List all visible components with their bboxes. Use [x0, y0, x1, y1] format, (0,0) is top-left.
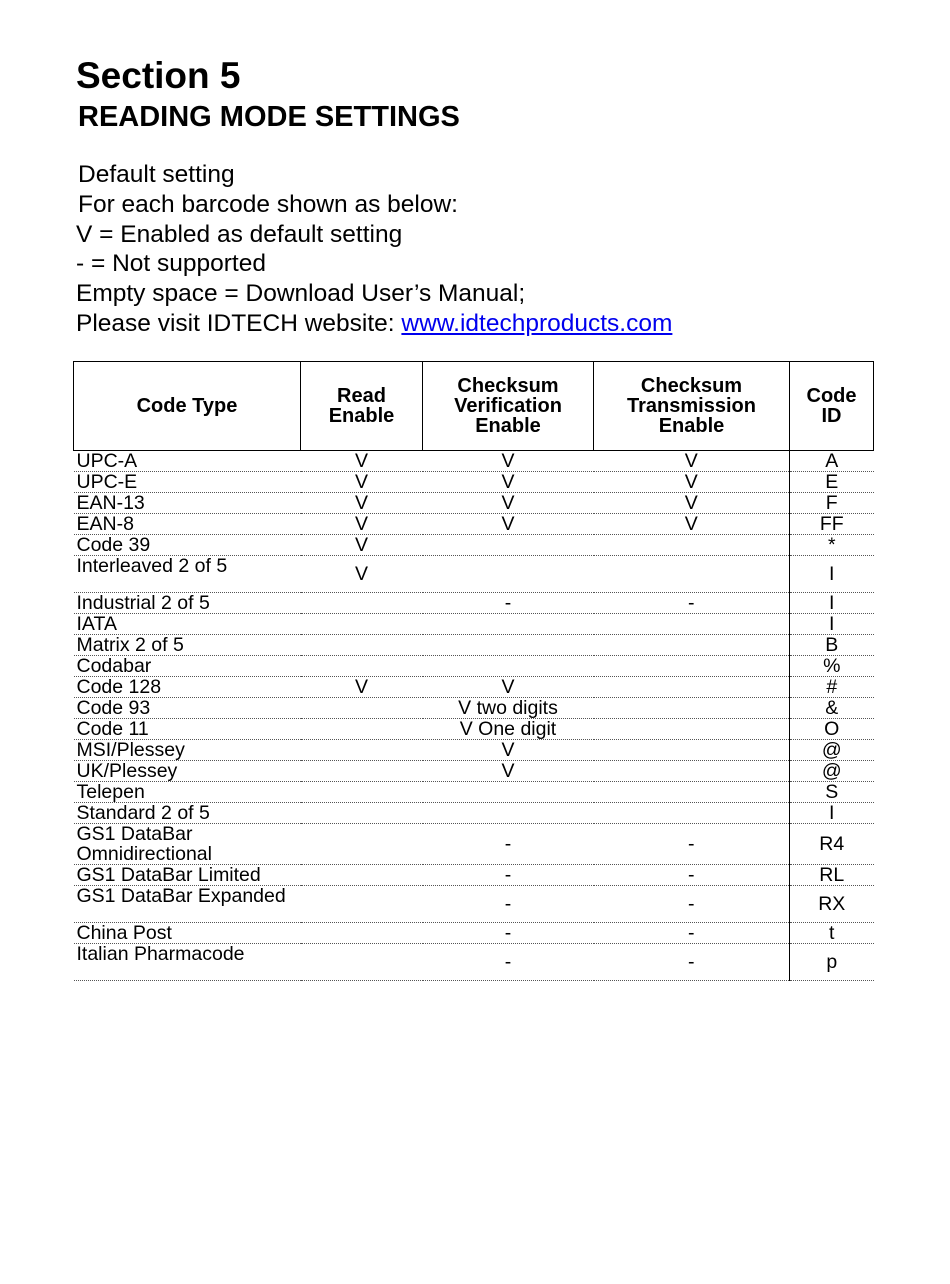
code-type-cell: Interleaved 2 of 5: [74, 556, 301, 593]
code-type-cell: UPC-A: [74, 451, 301, 472]
checksum-transmission-cell: [594, 803, 790, 824]
code-type-cell: GS1 DataBar Omnidirectional: [74, 824, 301, 865]
code-id-cell: RL: [790, 865, 874, 886]
code-type-cell: Code 128: [74, 677, 301, 698]
checksum-verification-cell: V: [423, 514, 594, 535]
table-row: [74, 556, 874, 593]
read-enable-cell: [301, 803, 423, 824]
checksum-verification-cell: -: [423, 886, 594, 923]
code-id-cell: O: [790, 719, 874, 740]
code-id-cell: I: [790, 556, 874, 593]
code-type-cell: EAN-13: [74, 493, 301, 514]
checksum-verification-cell: V: [423, 493, 594, 514]
code-type-cell: UK/Plessey: [74, 761, 301, 782]
checksum-transmission-cell: -: [594, 824, 790, 865]
code-id-cell: F: [790, 493, 874, 514]
table-row: [74, 493, 874, 514]
page-title: READING MODE SETTINGS: [78, 101, 460, 133]
read-enable-cell: [301, 886, 423, 923]
header-code-type: Code Type: [74, 362, 301, 451]
read-enable-cell: V: [301, 535, 423, 556]
code-type-cell: Telepen: [74, 782, 301, 803]
read-enable-cell: [301, 824, 423, 865]
code-type-cell: EAN-8: [74, 514, 301, 535]
table-row: [74, 803, 874, 824]
intro-text: [76, 160, 672, 339]
code-id-cell: S: [790, 782, 874, 803]
read-enable-cell: V: [301, 472, 423, 493]
code-type-cell: MSI/Plessey: [74, 740, 301, 761]
checksum-verification-cell: -: [423, 593, 594, 614]
table-row: [74, 451, 874, 472]
read-enable-cell: [301, 593, 423, 614]
table-row: [74, 614, 874, 635]
header-checksum-verification: Checksum Verification Enable: [423, 362, 594, 451]
read-enable-cell: V: [301, 677, 423, 698]
table-row: [74, 698, 874, 719]
checksum-transmission-cell: [594, 698, 790, 719]
code-id-cell: E: [790, 472, 874, 493]
table-row: [74, 761, 874, 782]
code-type-cell: Matrix 2 of 5: [74, 635, 301, 656]
code-id-cell: #: [790, 677, 874, 698]
checksum-transmission-cell: -: [594, 593, 790, 614]
checksum-transmission-cell: V: [594, 514, 790, 535]
checksum-verification-cell: -: [423, 865, 594, 886]
code-type-cell: GS1 DataBar Limited: [74, 865, 301, 886]
read-enable-cell: V: [301, 514, 423, 535]
checksum-transmission-cell: [594, 761, 790, 782]
code-type-cell: Standard 2 of 5: [74, 803, 301, 824]
checksum-transmission-cell: -: [594, 865, 790, 886]
table-row: [74, 923, 874, 944]
code-id-cell: I: [790, 614, 874, 635]
code-type-cell: Code 93: [74, 698, 301, 719]
header-read-enable: Read Enable: [301, 362, 423, 451]
checksum-transmission-cell: [594, 656, 790, 677]
table-row: [74, 677, 874, 698]
checksum-verification-cell: -: [423, 944, 594, 981]
read-enable-cell: V: [301, 451, 423, 472]
intro-line-description: For each barcode shown as below:: [78, 190, 458, 218]
code-type-cell: Code 11: [74, 719, 301, 740]
read-enable-cell: [301, 782, 423, 803]
read-enable-cell: [301, 761, 423, 782]
code-id-cell: B: [790, 635, 874, 656]
code-type-cell: China Post: [74, 923, 301, 944]
checksum-transmission-cell: [594, 614, 790, 635]
table-row: [74, 944, 874, 981]
table-row: [74, 635, 874, 656]
checksum-transmission-cell: V: [594, 472, 790, 493]
checksum-verification-cell: V: [423, 451, 594, 472]
read-enable-cell: [301, 740, 423, 761]
table-row: [74, 535, 874, 556]
read-enable-cell: [301, 656, 423, 677]
read-enable-cell: [301, 635, 423, 656]
read-enable-cell: [301, 614, 423, 635]
checksum-transmission-cell: [594, 740, 790, 761]
code-type-cell: Italian Pharmacode: [74, 944, 301, 981]
code-type-table: [73, 361, 874, 981]
table-row: [74, 472, 874, 493]
checksum-transmission-cell: -: [594, 944, 790, 981]
checksum-verification-cell: [423, 803, 594, 824]
checksum-verification-cell: V two digits: [423, 698, 594, 719]
checksum-transmission-cell: V: [594, 493, 790, 514]
code-id-cell: RX: [790, 886, 874, 923]
table-row: [74, 824, 874, 865]
header-checksum-transmission: Checksum Transmission Enable: [594, 362, 790, 451]
checksum-transmission-cell: [594, 677, 790, 698]
checksum-verification-cell: [423, 635, 594, 656]
read-enable-cell: [301, 944, 423, 981]
website-line: [76, 309, 672, 339]
read-enable-cell: V: [301, 556, 423, 593]
header-code-id: Code ID: [790, 362, 874, 451]
checksum-verification-cell: V: [423, 761, 594, 782]
checksum-verification-cell: V: [423, 677, 594, 698]
read-enable-cell: [301, 698, 423, 719]
checksum-transmission-cell: [594, 719, 790, 740]
read-enable-cell: [301, 865, 423, 886]
table-row: [74, 865, 874, 886]
checksum-verification-cell: [423, 614, 594, 635]
checksum-transmission-cell: [594, 535, 790, 556]
code-type-cell: GS1 DataBar Expanded: [74, 886, 301, 923]
checksum-verification-cell: V One digit: [423, 719, 594, 740]
code-id-cell: p: [790, 944, 874, 981]
code-id-cell: R4: [790, 824, 874, 865]
code-id-cell: I: [790, 803, 874, 824]
code-type-cell: Code 39: [74, 535, 301, 556]
checksum-verification-cell: -: [423, 923, 594, 944]
code-id-cell: t: [790, 923, 874, 944]
code-id-cell: FF: [790, 514, 874, 535]
read-enable-cell: V: [301, 493, 423, 514]
table-row: [74, 782, 874, 803]
checksum-transmission-cell: V: [594, 451, 790, 472]
table-row: [74, 719, 874, 740]
code-type-cell: IATA: [74, 614, 301, 635]
code-id-cell: @: [790, 761, 874, 782]
read-enable-cell: [301, 719, 423, 740]
website-link[interactable]: www.idtechproducts.com: [401, 309, 673, 337]
checksum-verification-cell: [423, 535, 594, 556]
table-row: [74, 593, 874, 614]
table-row: [74, 656, 874, 677]
section-number: Section 5: [76, 55, 241, 96]
code-id-cell: @: [790, 740, 874, 761]
code-id-cell: I: [790, 593, 874, 614]
read-enable-cell: [301, 923, 423, 944]
checksum-verification-cell: V: [423, 740, 594, 761]
code-type-cell: UPC-E: [74, 472, 301, 493]
code-id-cell: *: [790, 535, 874, 556]
legend-not-supported: - = Not supported: [76, 250, 266, 278]
intro-line-default: Default setting: [78, 161, 235, 188]
table-row: [74, 514, 874, 535]
checksum-verification-cell: -: [423, 824, 594, 865]
checksum-verification-cell: V: [423, 472, 594, 493]
checksum-verification-cell: [423, 556, 594, 593]
legend-empty-space: Empty space = Download User’s Manual;: [76, 280, 526, 308]
checksum-transmission-cell: [594, 635, 790, 656]
code-type-cell: Codabar: [74, 656, 301, 677]
code-id-cell: &: [790, 698, 874, 719]
checksum-transmission-cell: [594, 782, 790, 803]
checksum-verification-cell: [423, 782, 594, 803]
table-row: [74, 740, 874, 761]
table-row: [74, 886, 874, 923]
table-header-row: [74, 362, 874, 451]
checksum-transmission-cell: -: [594, 886, 790, 923]
code-type-cell: Industrial 2 of 5: [74, 593, 301, 614]
legend-enabled: V = Enabled as default setting: [76, 220, 403, 248]
code-id-cell: A: [790, 451, 874, 472]
code-id-cell: %: [790, 656, 874, 677]
website-prefix: Please visit IDTECH website:: [76, 309, 402, 337]
checksum-verification-cell: [423, 656, 594, 677]
checksum-transmission-cell: [594, 556, 790, 593]
checksum-transmission-cell: -: [594, 923, 790, 944]
